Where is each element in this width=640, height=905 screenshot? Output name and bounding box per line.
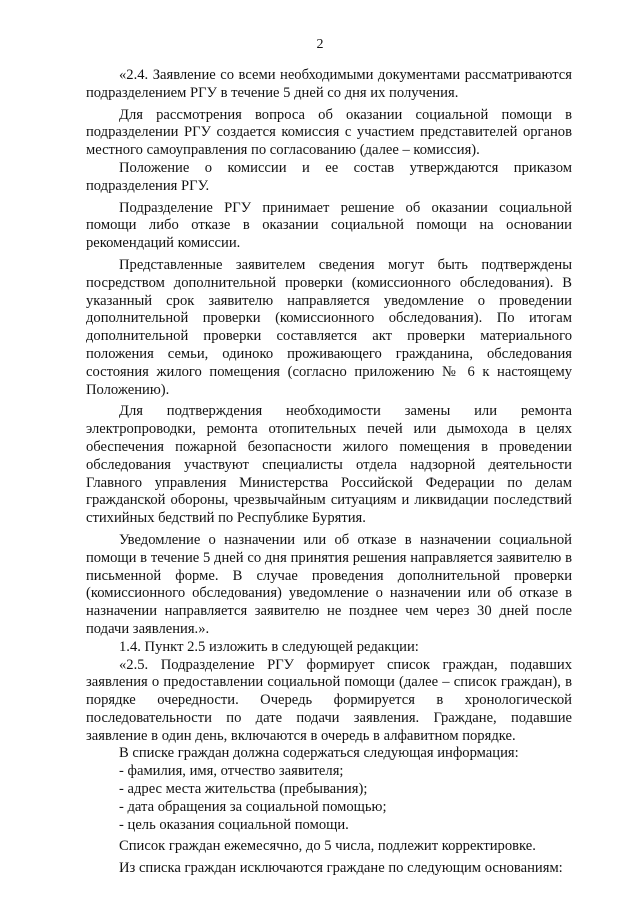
- paragraph-fire-safety: Для подтверждения необходимости замены или ремонта электропроводки, ремонта отопительных печей или дымохода в целях обеспечения пожарной безопасности жилого помещения в проведении обследования участвуют специалисты отдела надзорной деятельности Главного управления Министерства Российской Федерации по делам гражданской обороны, чрезвычайным ситуациям и ликвидации последствий стихийных бедствий по Республике Бурятия.: [86, 403, 572, 527]
- list-item-name: - фамилия, имя, отчество заявителя;: [119, 763, 344, 780]
- paragraph-verification: Представленные заявителем сведения могут быть подтверждены посредством дополнительной проверки (комиссионного обследования). В указанный срок заявителю направляется уведомление о проведении дополнительной проверки (комиссионного обследования). По итогам дополнительной проверки составляется акт проверки материального положения семьи, одиноко проживающего гражданина, обследования состояния жилого помещения (согласно приложению № 6 к настоящему Положению).: [86, 256, 572, 398]
- paragraph-notification: Уведомление о назначении или об отказе в назначении социальной помощи в течение 5 дней со дня принятия решения направляется заявителю в письменной форме. В случае проведения дополнительной проверки (комиссионного обследования) уведомление о назначении или об отказе в назначении направляется заявителю не позднее чем через 30 дней после подачи заявления.».: [86, 531, 572, 637]
- paragraph-2-5: «2.5. Подразделение РГУ формирует список граждан, подавших заявления о предоставлении социальной помощи (далее – список граждан), в порядке очередности. Очередь формируется в хронологической последовательности по дате подачи заявления. Граждане, подавшие заявление в один день, включаются в очередь в алфавитном порядке.: [86, 656, 572, 744]
- paragraph-1-4: 1.4. Пункт 2.5 изложить в следующей редакции:: [119, 638, 419, 655]
- paragraph-exclusion: Из списка граждан исключаются граждане по следующим основаниям:: [119, 860, 563, 877]
- paragraph-list-info: В списке граждан должна содержаться следующая информация:: [119, 745, 519, 762]
- list-item-purpose: - цель оказания социальной помощи.: [119, 816, 349, 833]
- paragraph-commission: Для рассмотрения вопроса об оказании социальной помощи в подразделении РГУ создается комиссия с участием представителей органов местного самоуправления по согласованию (далее – комиссия).: [86, 106, 572, 159]
- paragraph-monthly-correction: Список граждан ежемесячно, до 5 числа, подлежит корректировке.: [119, 838, 536, 855]
- paragraph-2-4: «2.4. Заявление со всеми необходимыми документами рассматриваются подразделением РГУ в течение 5 дней со дня их получения.: [86, 67, 572, 101]
- paragraph-commission-regulation: Положение о комиссии и ее состав утверждаются приказом подразделения РГУ.: [86, 159, 572, 194]
- paragraph-decision: Подразделение РГУ принимает решение об оказании социальной помощи либо отказе в оказании социальной помощи на основании рекомендаций комиссии.: [86, 199, 572, 252]
- list-item-address: - адрес места жительства (пребывания);: [119, 781, 368, 798]
- page-number: 2: [316, 37, 324, 52]
- list-item-date: - дата обращения за социальной помощью;: [119, 798, 387, 815]
- document-body: [86, 67, 572, 878]
